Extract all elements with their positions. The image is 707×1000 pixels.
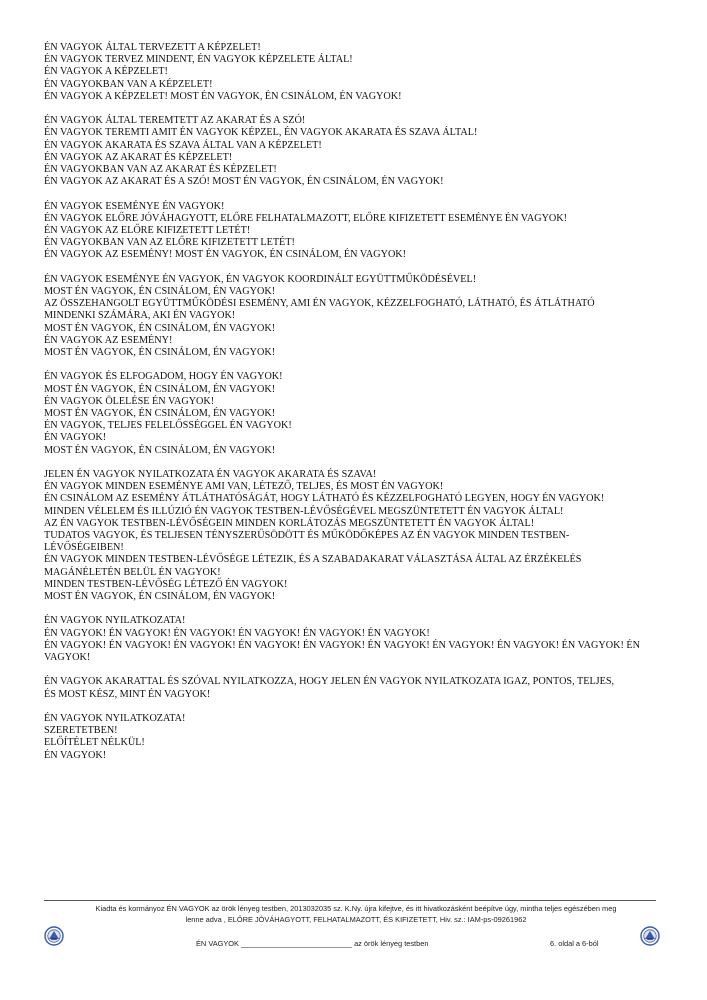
paragraph (44, 469, 670, 603)
text-line: ÉN VAGYOK TERVEZ MINDENT, ÉN VAGYOK KÉPZELETE ÁLTAL! (44, 54, 353, 66)
iam-seal-icon (640, 926, 660, 946)
text-line: ÉN VAGYOK ESEMÉNYE ÉN VAGYOK, ÉN VAGYOK KOORDINÁLT EGYÜTTMŰKÖDÉSÉVEL! (44, 273, 477, 285)
text-line: VAGYOK! (44, 652, 91, 664)
text-line: ÉN VAGYOK AKARATA ÉS SZAVA ÁLTAL VAN A KÉPZELET! (44, 139, 322, 151)
text-line: ÉN VAGYOK AKARATTAL ÉS SZÓVAL NYILATKOZZA, HOGY JELEN ÉN VAGYOK NYILATKOZATA IGAZ, PONTOS, TELJES, (44, 676, 615, 688)
text-line: ÉN VAGYOKBAN VAN A KÉPZELET! (44, 78, 213, 90)
text-line: MOST ÉN VAGYOK, ÉN CSINÁLOM, ÉN VAGYOK! (44, 444, 276, 456)
text-line: ÉN VAGYOK NYILATKOZATA! (44, 615, 186, 627)
text-line: MOST ÉN VAGYOK, ÉN CSINÁLOM, ÉN VAGYOK! (44, 347, 276, 359)
text-line: ÉN VAGYOK! ÉN VAGYOK! ÉN VAGYOK! ÉN VAGYOK! ÉN VAGYOK! ÉN VAGYOK! ÉN VAGYOK! ÉN VAGYOK! ÉN VAGYOK! ÉN (44, 639, 640, 651)
paragraph (44, 676, 670, 700)
text-line: ÉN VAGYOK A KÉPZELET! MOST ÉN VAGYOK, ÉN CSINÁLOM, ÉN VAGYOK! (44, 90, 402, 102)
text-line: ÉN VAGYOK AZ ESEMÉNY! MOST ÉN VAGYOK, ÉN CSINÁLOM, ÉN VAGYOK! (44, 249, 407, 261)
footer-divider (44, 900, 656, 901)
text-line: ÉN VAGYOK ÉS ELFOGADOM, HOGY ÉN VAGYOK! (44, 371, 283, 383)
paragraph (44, 713, 670, 762)
text-line: ÉN VAGYOK ÖLELÉSE ÉN VAGYOK! (44, 395, 215, 407)
text-line: JELEN ÉN VAGYOK NYILATKOZATA ÉN VAGYOK AKARATA ÉS SZAVA! (44, 469, 377, 481)
footer-signature-line: ÉN VAGYOK ___________________________ az örök lényeg testben (196, 939, 429, 948)
text-line: MOST ÉN VAGYOK, ÉN CSINÁLOM, ÉN VAGYOK! (44, 408, 276, 420)
text-line: ÉN VAGYOK! (44, 432, 107, 444)
footer-notice (56, 904, 656, 925)
text-line: MINDEN VÉLELEM ÉS ILLÚZIÓ ÉN VAGYOK TESTBEN-LÉVŐSÉGÉVEL MEGSZÜNTETETT ÉN VAGYOK ÁLTAL! (44, 505, 564, 517)
paragraph (44, 274, 670, 359)
text-line: ÉN VAGYOK MINDEN ESEMÉNYE AMI VAN, LÉTEZŐ, TELJES, ÉS MOST ÉN VAGYOK! (44, 481, 444, 493)
text-line: ÉN VAGYOK! (44, 749, 107, 761)
footer-notice-line-2: lenne adva , ELŐRE JÓVÁHAGYOTT, FELHATALMAZOTT, ÉS KIFIZETETT, Hiv. sz.: IAM-ps-09261962 (185, 914, 527, 924)
text-line: ÉN VAGYOK! ÉN VAGYOK! ÉN VAGYOK! ÉN VAGYOK! ÉN VAGYOK! ÉN VAGYOK! (44, 627, 430, 639)
text-line: ÉN VAGYOK NYILATKOZATA! (44, 713, 186, 725)
paragraph (44, 371, 670, 456)
iam-seal-icon (44, 926, 64, 946)
text-line: AZ ÖSSZEHANGOLT EGYÜTTMŰKÖDÉSI ESEMÉNY, AMI ÉN VAGYOK, KÉZZELFOGHATÓ, LÁTHATÓ, ÉS ÁTLÁTHATÓ (44, 298, 595, 310)
text-line: MOST ÉN VAGYOK, ÉN CSINÁLOM, ÉN VAGYOK! (44, 383, 276, 395)
text-line: MOST ÉN VAGYOK, ÉN CSINÁLOM, ÉN VAGYOK! (44, 286, 276, 298)
text-line: ÉN VAGYOK AZ AKARAT ÉS A SZÓ! MOST ÉN VAGYOK, ÉN CSINÁLOM, ÉN VAGYOK! (44, 176, 444, 188)
paragraph (44, 615, 670, 664)
text-line: MOST ÉN VAGYOK, ÉN CSINÁLOM, ÉN VAGYOK! (44, 591, 276, 603)
text-line: ÉN VAGYOK ÁLTAL TEREMTETT AZ AKARAT ÉS A SZÓ! (44, 115, 306, 127)
text-line: ÉN VAGYOK MINDEN TESTBEN-LÉVŐSÉGE LÉTEZIK, ÉS A SZABADAKARAT VÁLASZTÁSA ÁLTAL AZ ÉRZÉKELÉS (44, 554, 582, 566)
text-line: ÉS MOST KÉSZ, MINT ÉN VAGYOK! (44, 688, 211, 700)
text-line: SZERETETBEN! (44, 725, 118, 737)
text-line: MOST ÉN VAGYOK, ÉN CSINÁLOM, ÉN VAGYOK! (44, 322, 276, 334)
text-line: ÉN VAGYOK ESEMÉNYE ÉN VAGYOK! (44, 200, 225, 212)
text-line: AZ ÉN VAGYOK TESTBEN-LÉVŐSÉGEIN MINDEN KORLÁTOZÁS MEGSZÜNTETETT ÉN VAGYOK ÁLTAL! (44, 517, 535, 529)
footer-notice-line-1: Kiadta és kormányoz ÉN VAGYOK az örök lényeg testben, 2013032035 sz. K.Ny. újra kifejtve, és itt hivatkozásként beépítve úgy, mintha teljes egészében meg (95, 904, 617, 913)
text-line: ÉN VAGYOK ELŐRE JÓVÁHAGYOTT, ELŐRE FELHATALMAZOTT, ELŐRE KIFIZETETT ESEMÉNYE ÉN VAGYOK! (44, 212, 568, 224)
text-line: ÉN CSINÁLOM AZ ESEMÉNY ÁTLÁTHATÓSÁGÁT, HOGY LÁTHATÓ ÉS KÉZZELFOGHATÓ LEGYEN, HOGY ÉN VAGYOK! (44, 493, 605, 505)
text-line: ÉN VAGYOKBAN VAN AZ AKARAT ÉS KÉPZELET! (44, 164, 277, 176)
text-line: ÉN VAGYOK AZ ESEMÉNY! (44, 334, 173, 346)
paragraph (44, 115, 670, 188)
text-line: MAGÁNÉLETÉN BELÜL ÉN VAGYOK! (44, 566, 221, 578)
paragraph (44, 201, 670, 262)
text-line: ÉN VAGYOKBAN VAN AZ ELŐRE KIFIZETETT LETÉT! (44, 237, 295, 249)
document-body (44, 42, 670, 774)
text-line: ÉN VAGYOK TEREMTI AMIT ÉN VAGYOK KÉPZEL, ÉN VAGYOK AKARATA ÉS SZAVA ÁLTAL! (44, 127, 478, 139)
text-line: ÉN VAGYOK AZ ELŐRE KIFIZETETT LETÉT! (44, 225, 251, 237)
text-line: LÉVŐSÉGEIBEN! (44, 542, 124, 554)
text-line: MINDENKI SZÁMÁRA, AKI ÉN VAGYOK! (44, 310, 236, 322)
paragraph (44, 42, 670, 103)
text-line: ELŐÍTÉLET NÉLKÜL! (44, 737, 145, 749)
page-number: 6. oldal a 6-ból (550, 939, 599, 948)
text-line: ÉN VAGYOK A KÉPZELET! (44, 66, 168, 78)
text-line: ÉN VAGYOK, TELJES FELELŐSSÉGGEL ÉN VAGYOK! (44, 420, 292, 432)
text-line: ÉN VAGYOK ÁLTAL TERVEZETT A KÉPZELET! (44, 42, 261, 53)
text-line: ÉN VAGYOK AZ AKARAT ÉS KÉPZELET! (44, 151, 233, 163)
text-line: TUDATOS VAGYOK, ÉS TELJESEN TÉNYSZERŰSÖDÖTT ÉS MŰKÖDŐKÉPES AZ ÉN VAGYOK MINDEN TESTBEN- (44, 530, 570, 542)
text-line: MINDEN TESTBEN-LÉVŐSÉG LÉTEZŐ ÉN VAGYOK! (44, 578, 288, 590)
